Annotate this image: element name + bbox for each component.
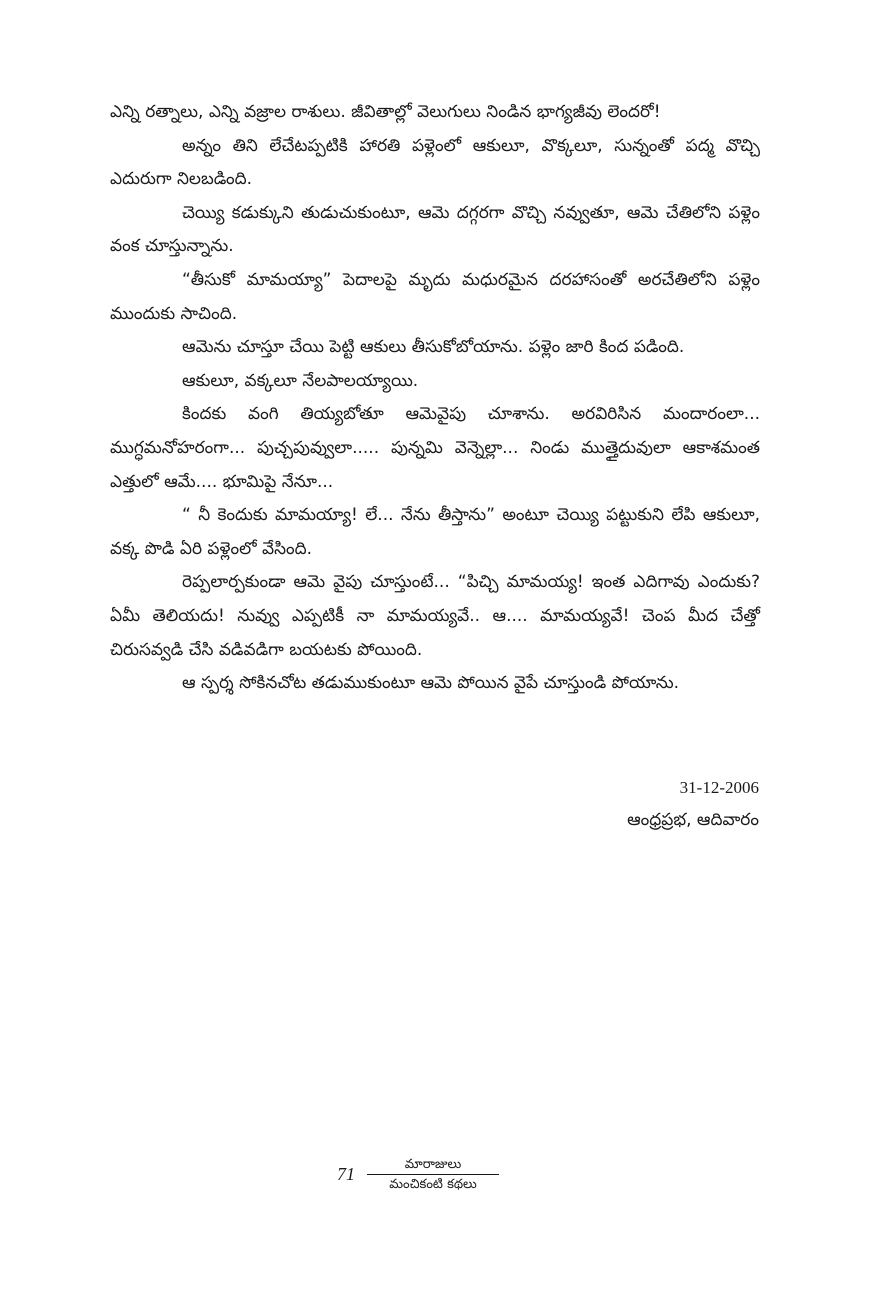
paragraph: ఆమెను చూస్తూ చేయి పెట్టి ఆకులు తీసుకోబోయాను. పళ్లెం జారి కింద పడింది.: [182, 337, 685, 358]
page-number: 71: [337, 1164, 355, 1184]
story-signoff: [627, 772, 759, 836]
paragraph: “తీసుకో మామయ్యా” పెదాలపై మృదు మధురమైన దరహాసంతో అరచేతిలోని పళ్లెం ముందుకు సాచింది.: [110, 269, 760, 324]
paragraph: ఆ స్పర్శ సోకినచోట తడుముకుంటూ ఆమె పోయిన వైపే చూస్తుండి పోయాను.: [182, 673, 679, 694]
paragraph: ఎన్ని రత్నాలు, ఎన్ని వజ్రాల రాశులు. జీవితాల్లో వెలుగులు నిండిన భాగ్యజీవు లెందరో!: [110, 102, 661, 122]
book-title-line1: మారాజులు: [404, 1157, 462, 1172]
paragraph: అన్నం తిని లేచేటప్పటికి హారతి పళ్లెంలో ఆకులూ, వొక్కలూ, సున్నంతో పద్మ వొచ్చి ఎదురుగా నిలబడింది.: [110, 135, 760, 190]
book-title-line2: మంచికంటి కథలు: [389, 1177, 477, 1192]
paragraph: రెప్పలార్పకుండా ఆమె వైపు చూస్తుంటే... “పిచ్చి మామయ్య! ఇంత ఎదిగావు ఎందుకు? ఏమీ తెలియదు! నువ్వు ఎప్పటికీ నా మామయ్యవే.. ఆ.... మామయ్యవే! చెంప మీద చేత్తో చిరుసవ్వడి చేసి వడివడిగా బయటకు పోయింది.: [110, 572, 760, 660]
paragraph: ఆకులూ, వక్కలూ నేలపాలయ్యాయి.: [182, 370, 419, 391]
publication-name: ఆంధ్రప్రభ, ఆదివారం: [627, 810, 759, 830]
story-body: [110, 96, 760, 701]
paragraph: చెయ్యి కడుక్కుని తుడుచుకుంటూ, ఆమె దగ్గరగా వొచ్చి నవ్వుతూ, ఆమె చేతిలోని పళ్లెం వంక చూస్తున్నాను.: [110, 202, 760, 257]
title-divider: [367, 1174, 499, 1175]
paragraph: “ నీ కెందుకు మామయ్యా! లే... నేను తీస్తాను” అంటూ చెయ్యి పట్టుకుని లేపి ఆకులూ, వక్క పొడి ఏరి పళ్లెంలో వేసింది.: [110, 505, 760, 559]
book-title: [367, 1156, 499, 1193]
paragraph: కిందకు వంగి తియ్యబోతూ ఆమెవైపు చూశాను. అరవిరిసిన మందారంలా... ముగ్ధమనోహరంగా... పుచ్చపువ్వులా..... పున్నమి వెన్నెల్లా... నిండు ముత్తైదువులా ఆకాశమంత ఎత్తులో ఆమే.... భూమిపై నేనూ...: [110, 404, 760, 492]
publication-date: 31-12-2006: [679, 778, 759, 797]
page-footer: [337, 1156, 507, 1196]
